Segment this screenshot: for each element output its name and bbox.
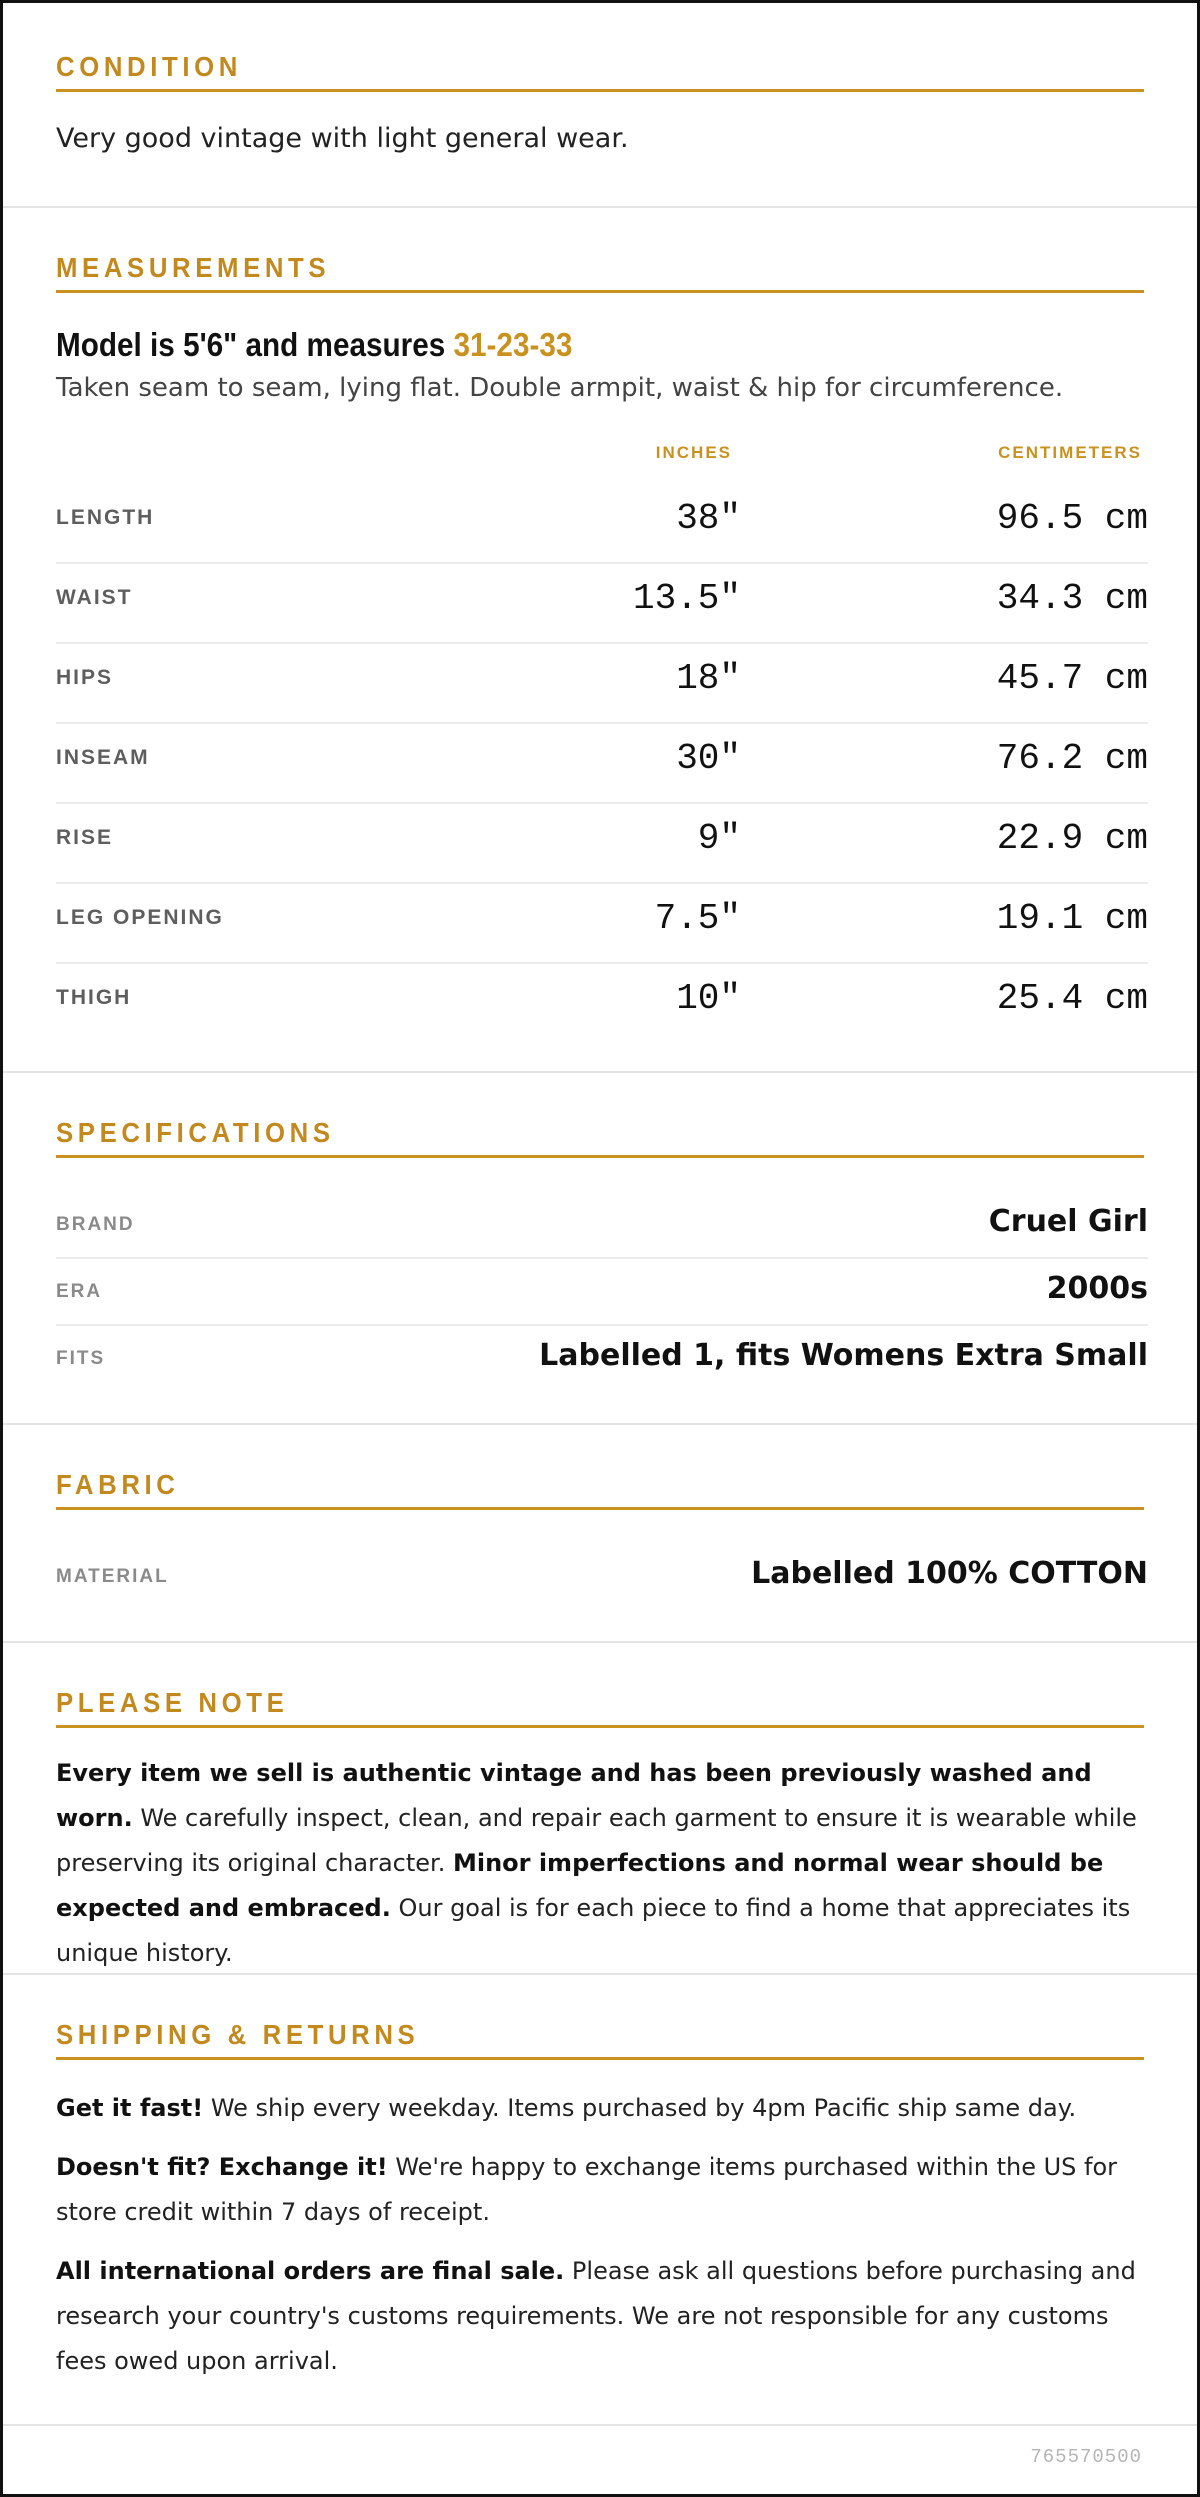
measurement-label: HIPS — [56, 666, 114, 689]
measurement-inches: 13.5" — [632, 578, 741, 619]
spec-value: Cruel Girl — [988, 1204, 1148, 1239]
measurement-row — [56, 724, 1148, 804]
column-header-centimeters: CENTIMETERS — [998, 443, 1142, 462]
exchange-policy-text: Doesn't fit? Exchange it! We're happy to exchange items purchased within the US for store credit within 7 days of receipt. — [56, 2153, 1118, 2226]
fabric-label: MATERIAL — [56, 1566, 169, 1587]
spec-label: FITS — [56, 1348, 106, 1369]
measurement-label: WAIST — [56, 586, 133, 609]
shipping-returns-heading: SHIPPING & RETURNS — [56, 2013, 1144, 2060]
fabric-heading: FABRIC — [56, 1463, 1144, 1510]
measurement-inches: 9" — [697, 818, 741, 859]
fabric-section — [3, 1463, 1197, 1510]
measurement-cm: 76.2 cm — [996, 738, 1148, 779]
measurement-inches: 30" — [676, 738, 741, 779]
shipping-speed-text: Get it fast! We ship every weekday. Items purchased by 4pm Pacific ship same day. — [56, 2094, 1077, 2122]
fabric-row — [56, 1544, 1148, 1611]
measurements-heading: MEASUREMENTS — [56, 246, 1144, 293]
spec-label: ERA — [56, 1281, 103, 1302]
model-figures: 31-23-33 — [453, 326, 573, 363]
divider — [3, 206, 1197, 208]
shipping-returns-section — [3, 2013, 1197, 2384]
divider — [3, 1071, 1197, 1073]
specifications-heading: SPECIFICATIONS — [56, 1111, 1144, 1158]
measurement-row — [56, 884, 1148, 964]
spec-label: BRAND — [56, 1214, 135, 1235]
condition-section — [3, 45, 1197, 160]
sku-number: 765570500 — [1030, 2446, 1142, 2468]
measurement-label: LENGTH — [56, 506, 155, 529]
divider — [3, 2424, 1197, 2426]
please-note-text: Every item we sell is authentic vintage and has been previously washed and worn. We carefully inspect, clean, and repair each garment to ensure it is wearable while preserving its original character. Minor imperfections and normal wear should be expected and embraced. Our goal is for each piece to find a home that appreciates its unique history. — [56, 1759, 1137, 1967]
spec-row — [56, 1259, 1148, 1326]
measurement-cm: 45.7 cm — [996, 658, 1148, 699]
measurement-label: INSEAM — [56, 746, 150, 769]
model-measurements: Model is 5'6" and measures 31-23-33 — [56, 326, 573, 363]
measurement-row — [56, 804, 1148, 884]
measurement-cm: 22.9 cm — [996, 818, 1148, 859]
measurement-row — [56, 564, 1148, 644]
measurement-label: THIGH — [56, 986, 132, 1009]
measurement-inches: 10" — [676, 978, 741, 1019]
measurement-cm: 34.3 cm — [996, 578, 1148, 619]
measurement-cm: 19.1 cm — [996, 898, 1148, 939]
divider — [3, 1641, 1197, 1643]
please-note-section — [3, 1681, 1197, 1976]
column-header-inches: INCHES — [655, 443, 732, 462]
spec-value: 2000s — [1046, 1271, 1148, 1306]
measurement-label: LEG OPENING — [56, 906, 224, 929]
measurements-section — [3, 246, 1197, 293]
condition-heading: CONDITION — [56, 45, 1144, 92]
condition-text: Very good vintage with light general wear. — [56, 123, 629, 154]
measurement-inches: 7.5" — [654, 898, 741, 939]
measurement-label: RISE — [56, 826, 114, 849]
measurement-cm: 96.5 cm — [996, 498, 1148, 539]
international-policy-text: All international orders are final sale. Please ask all questions before purchasing and research your country's customs requirements. We are not responsible for any customs fees owed upon arrival. — [56, 2257, 1136, 2375]
spec-row — [56, 1326, 1148, 1393]
fabric-value: Labelled 100% COTTON — [751, 1556, 1148, 1591]
measurement-row — [56, 484, 1148, 564]
spec-row — [56, 1192, 1148, 1259]
divider — [3, 1423, 1197, 1425]
specifications-section — [3, 1111, 1197, 1158]
measurement-method-note: Taken seam to seam, lying flat. Double armpit, waist & hip for circumference. — [56, 373, 1064, 403]
measurement-inches: 38" — [676, 498, 741, 539]
measurement-cm: 25.4 cm — [996, 978, 1148, 1019]
measurement-row — [56, 644, 1148, 724]
spec-value: Labelled 1, fits Womens Extra Small — [539, 1338, 1148, 1373]
measurement-row — [56, 964, 1148, 1044]
measurement-inches: 18" — [676, 658, 741, 699]
please-note-heading: PLEASE NOTE — [56, 1681, 1144, 1728]
divider — [3, 1973, 1197, 1975]
